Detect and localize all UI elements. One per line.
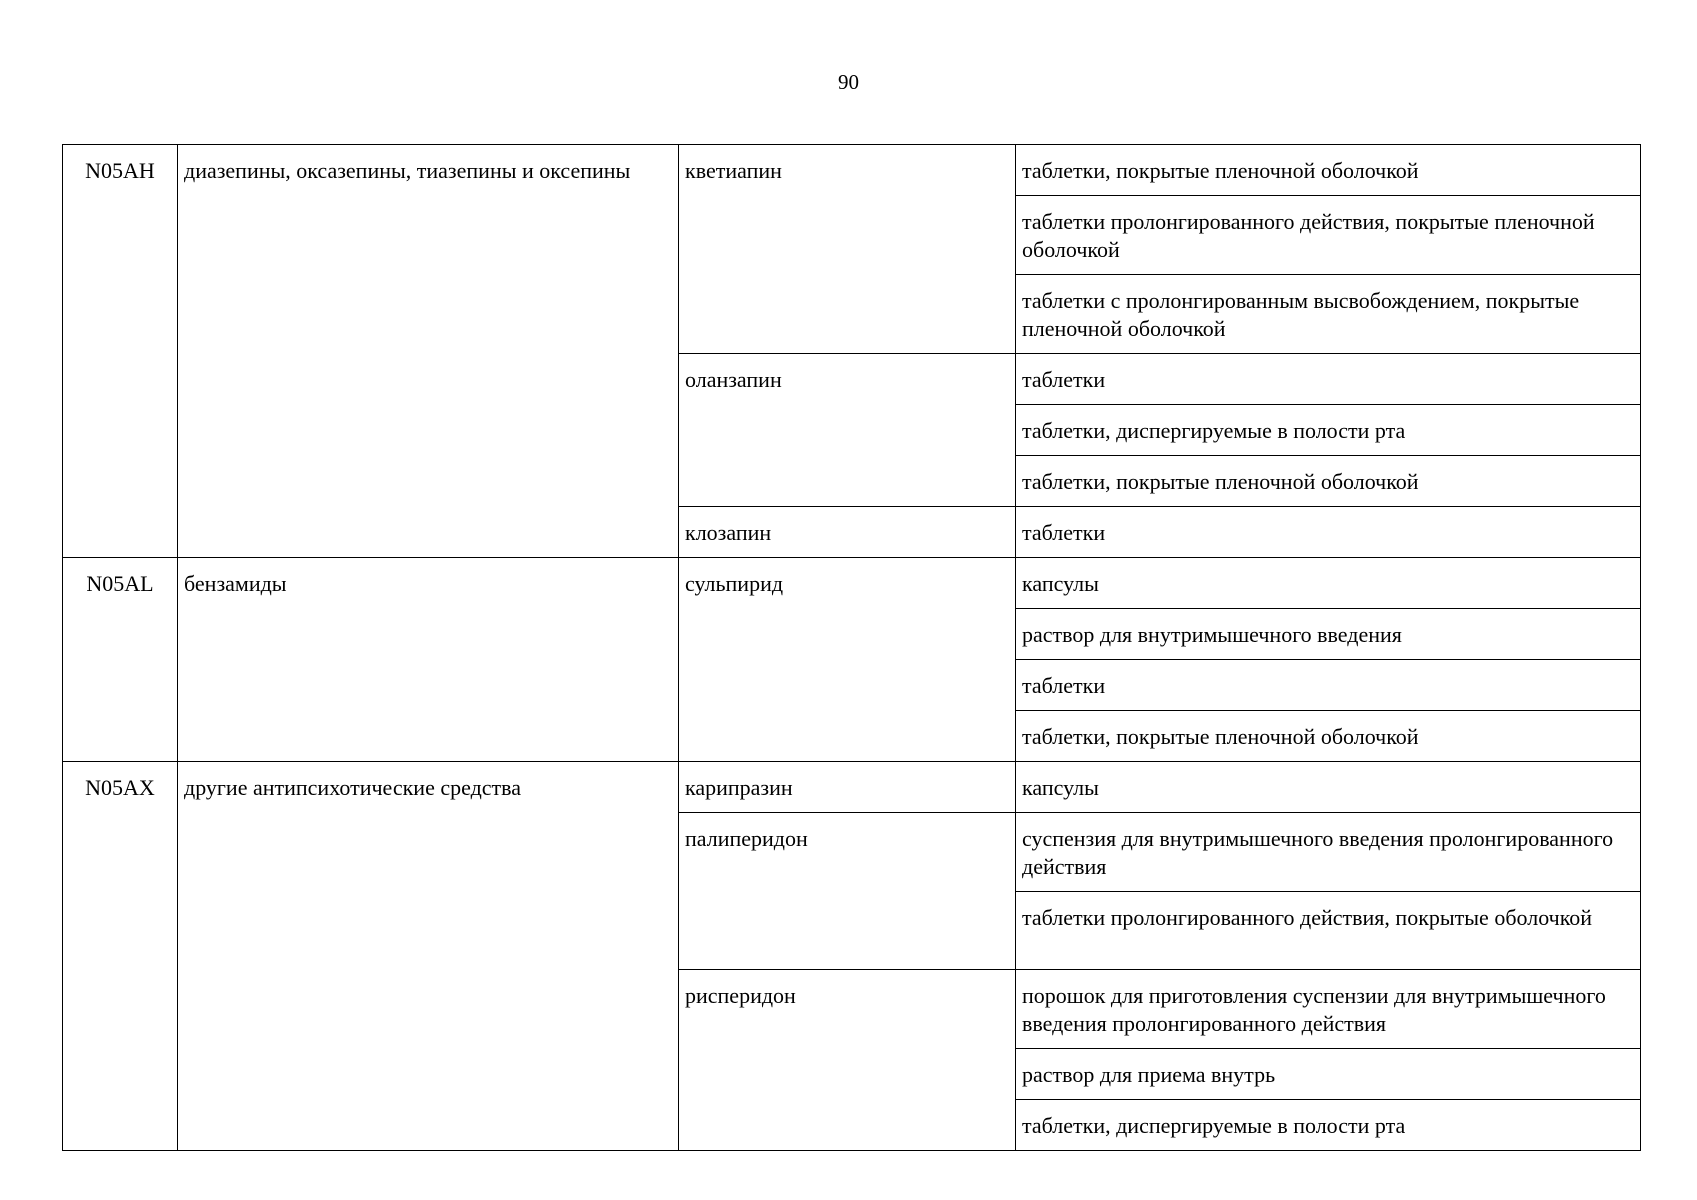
drug-table <box>62 144 1641 1151</box>
dosage-form-cell: таблетки, покрытые пленочной оболочкой <box>1016 711 1641 762</box>
dosage-form-cell: раствор для внутримышечного введения <box>1016 609 1641 660</box>
atc-code-cell: N05AH <box>63 145 178 558</box>
dosage-form-cell: таблетки <box>1016 660 1641 711</box>
inn-cell: палиперидон <box>679 813 1016 970</box>
inn-cell: рисперидон <box>679 970 1016 1151</box>
dosage-form-cell: таблетки, диспергируемые в полости рта <box>1016 405 1641 456</box>
table-row <box>63 762 1641 813</box>
group-name-cell: бензамиды <box>178 558 679 762</box>
dosage-form-cell: суспензия для внутримышечного введения пролонгированного действия <box>1016 813 1641 892</box>
inn-cell: карипразин <box>679 762 1016 813</box>
dosage-form-cell: таблетки пролонгированного действия, покрытые оболочкой <box>1016 892 1641 970</box>
inn-cell: клозапин <box>679 507 1016 558</box>
dosage-form-cell: порошок для приготовления суспензии для внутримышечного введения пролонгированного действия <box>1016 970 1641 1049</box>
atc-code-cell: N05AX <box>63 762 178 1151</box>
atc-code-cell: N05AL <box>63 558 178 762</box>
inn-cell: кветиапин <box>679 145 1016 354</box>
page-number: 90 <box>838 70 859 94</box>
inn-cell: сульпирид <box>679 558 1016 762</box>
dosage-form-cell: таблетки с пролонгированным высвобождением, покрытые пленочной оболочкой <box>1016 275 1641 354</box>
dosage-form-cell: таблетки, покрытые пленочной оболочкой <box>1016 145 1641 196</box>
dosage-form-cell: раствор для приема внутрь <box>1016 1049 1641 1100</box>
dosage-form-cell: таблетки <box>1016 354 1641 405</box>
inn-cell: оланзапин <box>679 354 1016 507</box>
dosage-form-cell: капсулы <box>1016 558 1641 609</box>
dosage-form-cell: таблетки, покрытые пленочной оболочкой <box>1016 456 1641 507</box>
table-row <box>63 145 1641 196</box>
dosage-form-cell: таблетки пролонгированного действия, покрытые пленочной оболочкой <box>1016 196 1641 275</box>
dosage-form-cell: таблетки <box>1016 507 1641 558</box>
dosage-form-cell: капсулы <box>1016 762 1641 813</box>
dosage-form-cell: таблетки, диспергируемые в полости рта <box>1016 1100 1641 1151</box>
group-name-cell: другие антипсихотические средства <box>178 762 679 1151</box>
table-row <box>63 558 1641 609</box>
group-name-cell: диазепины, оксазепины, тиазепины и оксепины <box>178 145 679 558</box>
